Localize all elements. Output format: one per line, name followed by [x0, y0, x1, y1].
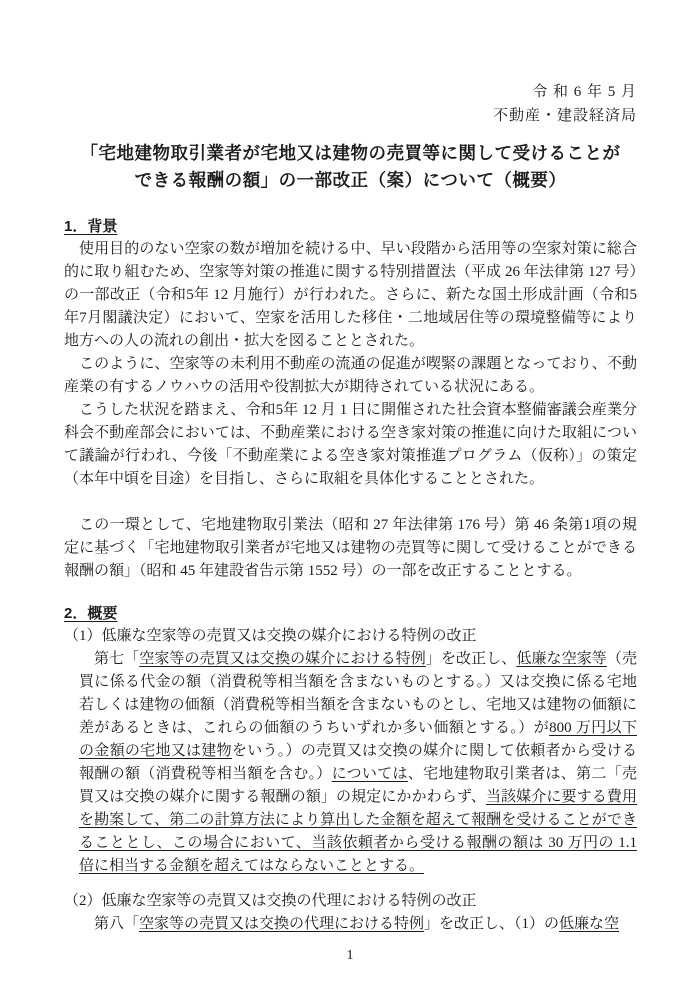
overview-item-2-title: （2）低廉な空家等の売買又は交換の代理における特例の改正: [64, 893, 477, 909]
overview-item-1: [64, 625, 637, 878]
document-date: 令 和 6 年 5 月: [532, 84, 637, 100]
overview-item-1-title: （1）低廉な空家等の売買又は交換の媒介における特例の改正: [64, 628, 477, 644]
overview-item-2: [64, 890, 637, 936]
background-paragraph-2: このように、空家等の未利用不動産の流通の促進が喫緊の課題となっており、不動産業の有するノウハウの活用や役割拡大が期待されている状況にある。: [64, 356, 637, 395]
document-header: [64, 80, 637, 128]
background-paragraph-1: 使用目的のない空家の数が増加を続ける中、早い段階から活用等の空家対策に総合的に取り組むため、空家等対策の推進に関する特別措置法（平成 26 年法律第 127 号）の一部改正（令和5年 12 月施行）が行われた。さらに、新たな国土形成計画（令和5年7月閣議決定）において、空家を活用した移住・二地域居住等の環境整備等により地方への人の流れの創出・拡大を図ることとされた。: [64, 241, 637, 349]
background-paragraph-3: こうした状況を踏まえ、令和5年 12 月 1 日に開催された社会資本整備審議会産業分科会不動産部会においては、不動産業における空き家対策の推進に向けた取組について議論が行われ、今後「不動産業による空き家対策推進プログラム（仮称）」の策定（本年中頃を目途）を目指し、さらに取組を具体化することとされた。: [64, 402, 637, 487]
page-number: 1: [346, 948, 354, 963]
document-title: [64, 140, 637, 194]
overview-item-2-body: 第八「空家等の売買又は交換の代理における特例」を改正し、（1）の低廉な空: [94, 916, 620, 932]
document-title-line2: できる報酬の額」の一部改正（案）について（概要）: [134, 170, 567, 190]
section-heading-background: 1．背景: [64, 218, 118, 235]
background-paragraph-4: この一環として、宅地建物取引業法（昭和 27 年法律第 176 号）第 46 条第1項の規定に基づく「宅地建物取引業者が宅地又は建物の売買等に関して受けることができる報酬の額」（昭和 45 年建設省告示第 1552 号）の一部を改正することとする。: [64, 517, 637, 579]
overview-item-1-body: 第七「空家等の売買又は交換の媒介における特例」を改正し、低廉な空家等（売買に係る代金の額（消費税等相当額を含まないものとする。）又は交換に係る宅地若しくは建物の価額（消費税等相当額を含まないものとし、宅地又は建物の価額に差があるときは、これらの価額のうちいずれか多い価額とする。）が800 万円以下の金額の宅地又は建物をいう。）の売買又は交換の媒介に関して依頼者から受ける報酬の額（消費税等相当額を含む。）については、宅地建物取引業者は、第二「売買又は交換の媒介に関する報酬の額」の規定にかかわらず、当該媒介に要する費用を勘案して、第二の計算方法により算出した金額を超えて報酬を受けることができることとし、この場合において、当該依頼者から受ける報酬の額は 30 万円の 1.1 倍に相当する金額を超えてはならないこととする。: [79, 651, 637, 874]
document-title-line1: 「宅地建物取引業者が宅地又は建物の売買等に関して受けることが: [80, 143, 621, 163]
document-department: 不動産・建設経済局: [492, 108, 637, 124]
section-heading-overview: 2．概要: [64, 605, 118, 622]
